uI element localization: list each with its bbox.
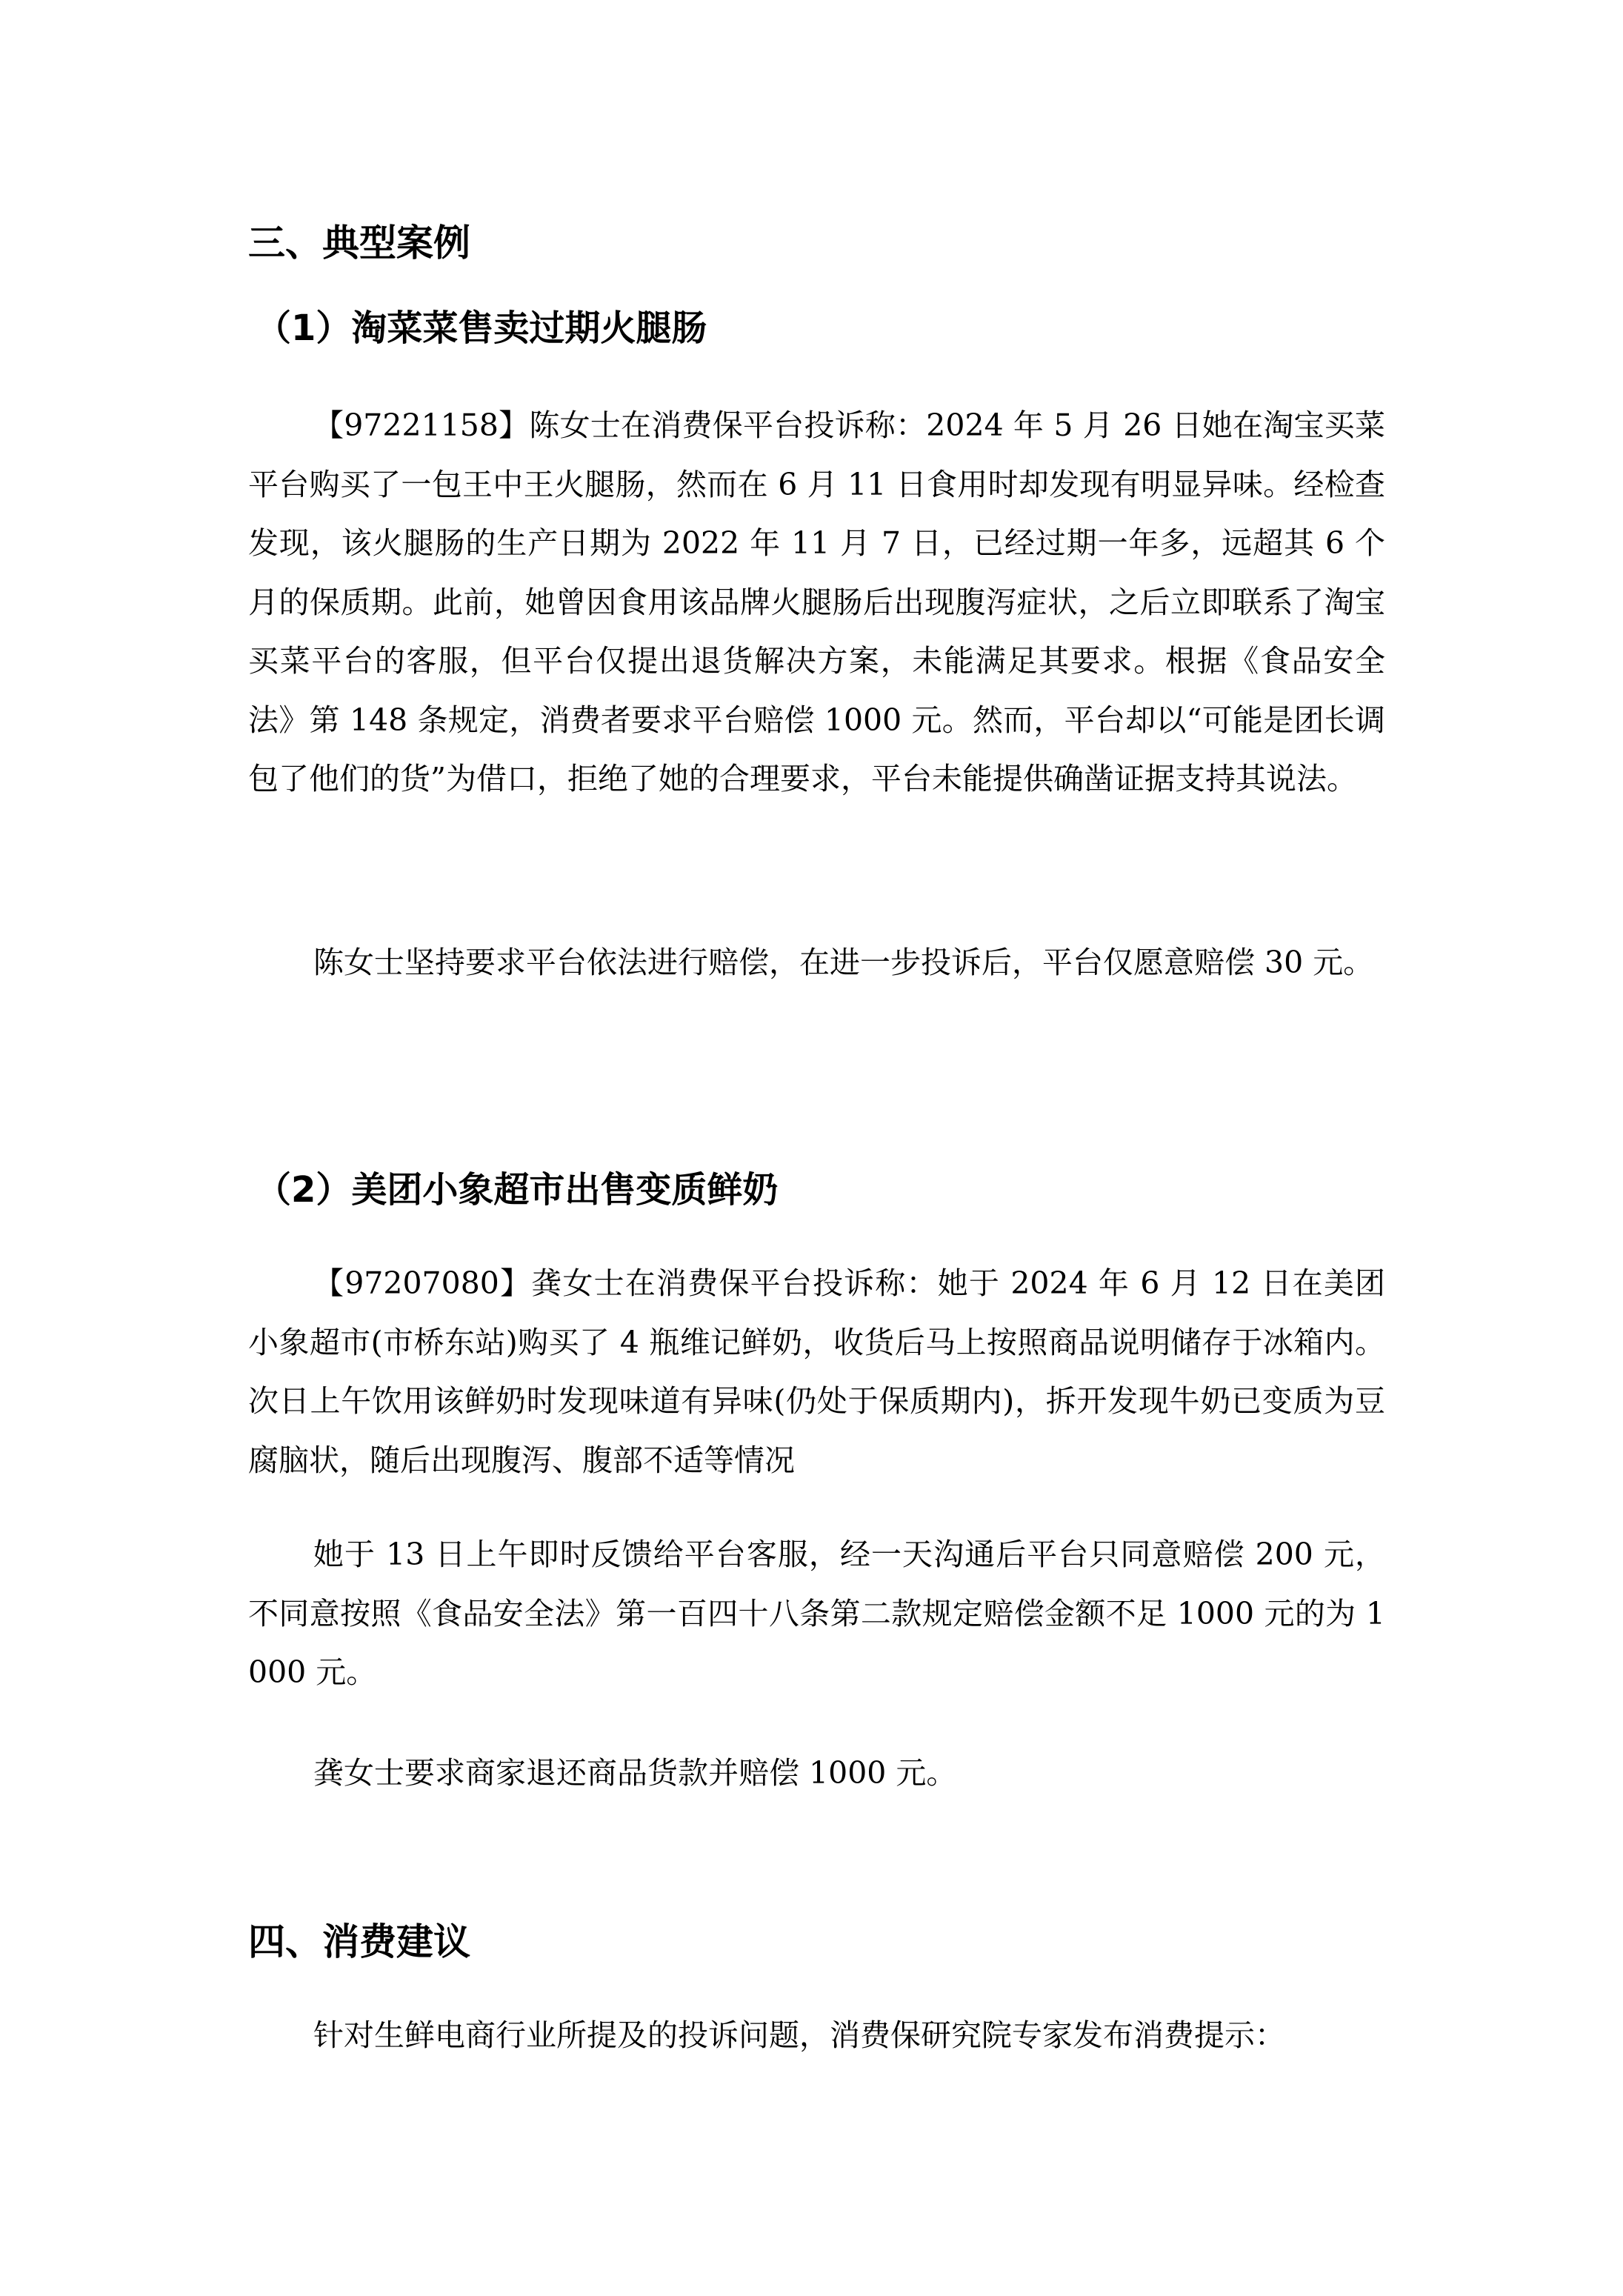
case-2-paragraph-1 (248, 1254, 1385, 1490)
case-2-paragraph-2: 她于 13 日上午即时反馈给平台客服，经一天沟通后平台只同意赔偿 200 元，不同意按照《食品安全法》第一百四十八条第二款规定赔偿金额不足 1000 元的为 1000 元。 (248, 1537, 1385, 1690)
case-1-paragraph-1 (248, 396, 1385, 809)
advice-paragraph-1: 针对生鲜电商行业所提及的投诉问题，消费保研究院专家发布消费提示： (313, 2017, 1285, 2053)
case-2-paragraph-3: 龚女士要求商家退还商品货款并赔偿 1000 元。 (313, 1755, 957, 1791)
case-1-paragraph-2: 陈女士坚持要求平台依法进行赔偿，在进一步投诉后，平台仅愿意赔偿 30 元。 (313, 945, 1374, 980)
case-1-paragraph-1-text: 陈女士在消费保平台投诉称：2024 年 5 月 26 日她在淘宝买菜平台购买了一包王中王火腿肠，然而在 6 月 11 日食用时却发现有明显异味。经检查发现，该火腿肠的生产日期为 2022 年 11 月 7 日，已经过期一年多，远超其 6 个月的保质期。此前，她曾因食用该品牌火腿肠后出现腹泻症状，之后立即联系了淘宝买菜平台的客服，但平台仅提出退货解决方案，未能满足其要求。根据《食品安全法》第 148 条规定，消费者要求平台赔偿 1000 元。然而，平台却以“可能是团长调包了他们的货”为借口，拒绝了她的合理要求，平台未能提供确凿证据支持其说法。 (248, 407, 1386, 796)
section-heading-typical-cases: 三、典型案例 (248, 222, 470, 264)
case-1-complaint-id: 【97221158】 (313, 407, 530, 443)
case-2-paragraph-1-text: 龚女士在消费保平台投诉称：她于 2024 年 6 月 12 日在美团小象超市(市桥东站)购买了 4 瓶维记鲜奶，收货后马上按照商品说明储存于冰箱内。次日上午饮用该鲜奶时发现味道有异味(仍处于保质期内)，拆开发现牛奶已变质为豆腐脑状，随后出现腹泻、腹部不适等情况 (248, 1265, 1386, 1478)
case-2-heading: （2）美团小象超市出售变质鲜奶 (256, 1169, 779, 1211)
case-2-complaint-id: 【97207080】 (313, 1265, 532, 1301)
case-1-heading: （1）淘菜菜售卖过期火腿肠 (256, 307, 707, 349)
section-heading-consumer-advice: 四、消费建议 (248, 1920, 470, 1963)
